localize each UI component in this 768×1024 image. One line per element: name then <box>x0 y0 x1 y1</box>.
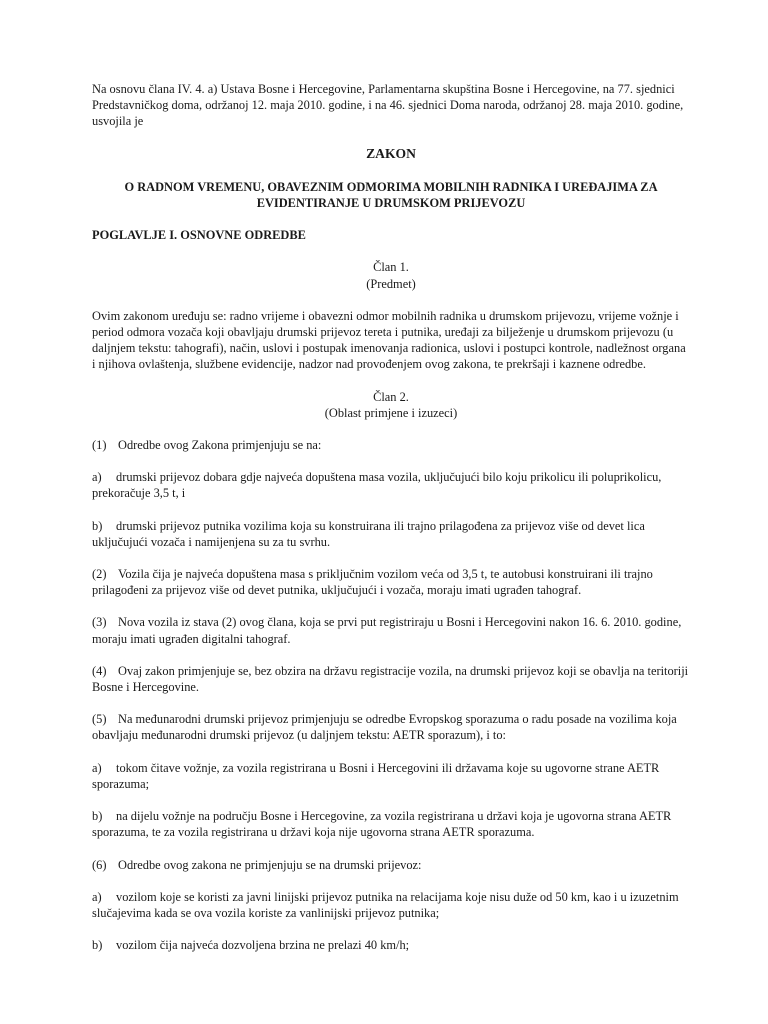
article-1-number: Član 1. <box>373 260 409 275</box>
paragraph-1 <box>92 437 690 453</box>
item-letter: a) <box>92 889 102 904</box>
article-1-name: (Predmet) <box>366 276 416 291</box>
paragraph-5 <box>92 711 690 743</box>
document-page <box>92 81 690 969</box>
paragraph-text: Vozila čija je najveća dopuštena masa s priključnim vozilom veća od 3,5 t, te autobusi konstruirani ili trajno prilagođeni za prijevoz više od devet putnika, uključujući i vozača, moraju imati ugrađen tahograf. <box>92 567 653 598</box>
article-2-heading <box>92 389 690 421</box>
item-letter: b) <box>92 809 103 824</box>
paragraph-text: Odredbe ovog zakona ne primjenjuju se na drumski prijevoz: <box>118 857 422 872</box>
item-letter: b) <box>92 518 103 533</box>
paragraph-text: Nova vozila iz stava (2) ovog člana, koja se prvi put registriraju u Bosni i Hercegovini nakon 16. 6. 2010. godine, moraju imati ugrađen digitalni tahograf. <box>92 615 682 646</box>
paragraph-text: Na međunarodni drumski prijevoz primjenjuju se odredbe Evropskog sporazuma o radu posade na vozilima koja obavljaju međunarodni drumski prijevoz (u daljnjem tekstu: AETR sporazum), i to: <box>92 712 677 743</box>
chapter-heading: POGLAVLJE I. OSNOVNE ODREDBE <box>92 228 306 243</box>
paragraph-3 <box>92 614 690 646</box>
item-text: tokom čitave vožnje, za vozila registrirana u Bosni i Hercegovini ili državama koje su ugovorne strane AETR sporazuma; <box>92 760 660 791</box>
item-text: drumski prijevoz putnika vozilima koja su konstruirana ili trajno prilagođena za prijevoz više od devet lica uključujući vozača i namijenjena su za tu svrhu. <box>92 518 645 549</box>
paragraph-4 <box>92 663 690 695</box>
paragraph-number: (4) <box>92 663 107 678</box>
item-text: na dijelu vožnje na području Bosne i Hercegovine, za vozila registrirana u državi koja je ugovorna strana AETR sporazuma, te za vozila registrirana u državi koja nije ugovorna strana AETR sporazuma. <box>92 809 672 840</box>
paragraph-number: (3) <box>92 615 107 630</box>
paragraph-number: (2) <box>92 567 107 582</box>
paragraph-text: Odredbe ovog Zakona primjenjuju se na: <box>118 438 322 453</box>
article-2-name: (Oblast primjene i izuzeci) <box>324 405 458 420</box>
article-1-heading <box>92 259 690 291</box>
item-1b <box>92 518 690 550</box>
item-6a <box>92 889 690 921</box>
paragraph-2 <box>92 566 690 598</box>
paragraph-number: (6) <box>92 857 107 872</box>
item-letter: a) <box>92 470 102 485</box>
item-letter: a) <box>92 760 102 775</box>
article-2-number: Član 2. <box>373 389 409 404</box>
article-1-text: Ovim zakonom uređuju se: radno vrijeme i obavezni odmor mobilnih radnika u drumskom prijevozu, vrijeme vožnje i period odmora vozača koji obavljaju drumski prijevoz tereta i putnika, uređaji za bilježenje u drumskom prijevozu (u daljnjem tekstu: tahografi), način, uslovi i postupak imenovanja radionica, uslovi i postupci kontrole, nadležnost organa i njihova ovlaštenja, službene evidencije, nadzor nad provođenjem ovog zakona, te prekršaji i kaznene odredbe. <box>92 308 686 372</box>
law-title: ZAKON <box>366 145 416 161</box>
item-text: vozilom koje se koristi za javni linijski prijevoz putnika na relacijama koje nisu duže od 50 km, kao i u izuzetnim slučajevima kada se ova vozila koriste za vanlinijski prijevoz putnika; <box>92 889 679 920</box>
paragraph-6 <box>92 857 690 873</box>
preamble: Na osnovu člana IV. 4. a) Ustava Bosne i Hercegovine, Parlamentarna skupština Bosne i Hercegovine, na 77. sjednici Predstavničkog doma, održanoj 12. maja 2010. godine, i na 46. sjednici Doma naroda, održanoj 28. maja 2010. godine, usvojila je <box>92 82 684 129</box>
law-subtitle: O RADNOM VREMENU, OBAVEZNIM ODMORIMA MOBILNIH RADNIKA I UREĐAJIMA ZA EVIDENTIRANJE U DRUMSKOM PRIJEVOZU <box>124 179 658 211</box>
paragraph-number: (5) <box>92 712 107 727</box>
item-5b <box>92 808 690 840</box>
item-5a <box>92 760 690 792</box>
item-6b <box>92 937 690 953</box>
item-1a <box>92 469 690 501</box>
paragraph-number: (1) <box>92 438 107 453</box>
item-text: drumski prijevoz dobara gdje najveća dopuštena masa vozila, uključujući bilo koju prikolicu ili poluprikolicu, prekoračuje 3,5 t, i <box>92 470 662 501</box>
item-text: vozilom čija najveća dozvoljena brzina ne prelazi 40 km/h; <box>116 938 410 953</box>
paragraph-text: Ovaj zakon primjenjuje se, bez obzira na državu registracije vozila, na drumski prijevoz koji se obavlja na teritoriji Bosne i Hercegovine. <box>92 663 689 695</box>
item-letter: b) <box>92 938 103 953</box>
